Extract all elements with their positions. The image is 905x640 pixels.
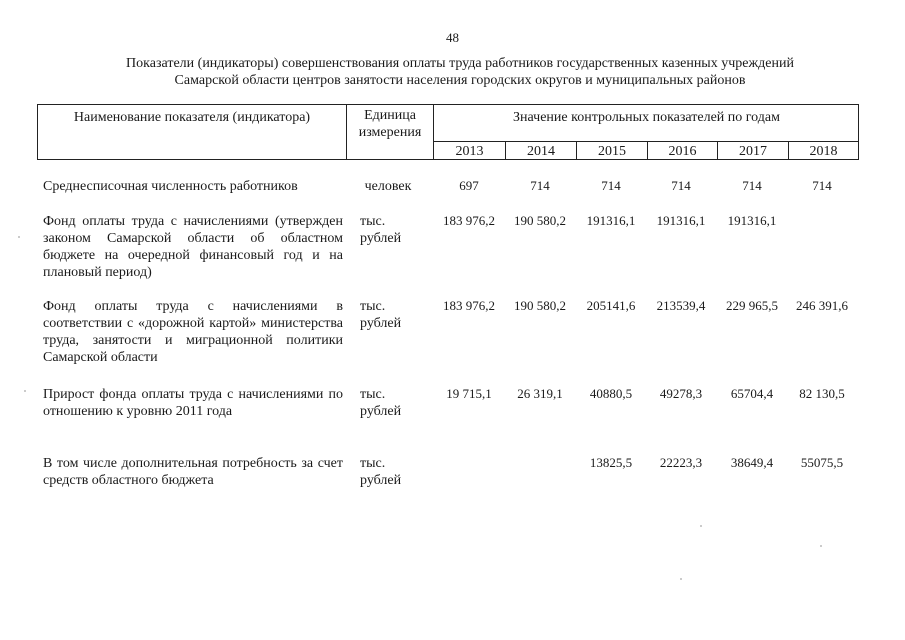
- value-2018: 55075,5: [800, 455, 844, 470]
- value-2017: 191316,1: [727, 213, 777, 228]
- title-line-1: Показатели (индикаторы) совершенствования оплаты труда работников государственных казенных учреждений: [126, 56, 794, 71]
- value-2018: 714: [812, 178, 832, 193]
- value-2015: 714: [601, 178, 621, 193]
- value-2016: 22223,3: [659, 455, 703, 470]
- header-top-border: [37, 104, 859, 105]
- row-unit: тыс. рублей: [360, 456, 402, 488]
- row-name: Среднесписочная численность работников: [43, 179, 298, 194]
- scan-speck: [820, 545, 822, 547]
- value-2015: 40880,5: [589, 386, 633, 401]
- value-2017: 229 965,5: [726, 298, 778, 313]
- page-number: 48: [446, 30, 459, 45]
- grid-v-left: [37, 104, 38, 160]
- value-2016: 714: [671, 178, 691, 193]
- row-unit: тыс. рублей: [360, 214, 402, 246]
- value-2016: 213539,4: [656, 298, 706, 313]
- value-2013: 19 715,1: [446, 386, 492, 401]
- value-2013: 183 976,2: [443, 213, 495, 228]
- row-unit: человек: [364, 179, 412, 194]
- year-2014: 2014: [527, 144, 555, 159]
- year-2016: 2016: [668, 144, 697, 159]
- row-name: Фонд оплаты труда с начислениями в соответствии с «дорожной картой» министерства труда, занятости и миграционной политики Самарской области: [43, 299, 343, 365]
- value-2014: 190 580,2: [514, 213, 566, 228]
- scan-speck: [700, 525, 702, 527]
- value-2015: 205141,6: [586, 298, 636, 313]
- header-unit-line-1: Единица: [364, 108, 416, 123]
- scan-speck: [18, 236, 20, 238]
- value-2017: 65704,4: [730, 386, 774, 401]
- header-values: Значение контрольных показателей по годам: [513, 110, 780, 125]
- year-2017: 2017: [739, 144, 767, 159]
- value-2014: 26 319,1: [517, 386, 563, 401]
- scan-speck: [24, 390, 26, 392]
- row-name: Фонд оплаты труда с начислениями (утвержден законом Самарской области об областном бюджете на очередной финансовый год и на плановый период): [43, 214, 343, 280]
- year-2018: 2018: [809, 144, 838, 159]
- value-2015: 191316,1: [586, 213, 636, 228]
- value-2018: 246 391,6: [796, 298, 848, 313]
- value-2017: 38649,4: [730, 455, 774, 470]
- header-unit-line-2: измерения: [358, 125, 422, 140]
- row-unit: тыс. рублей: [360, 387, 402, 419]
- row-name: Прирост фонда оплаты труда с начислениями по отношению к уровню 2011 года: [43, 387, 343, 419]
- value-2016: 49278,3: [659, 386, 703, 401]
- row-unit: тыс. рублей: [360, 299, 402, 331]
- header-name: Наименование показателя (индикатора): [73, 110, 311, 125]
- value-2017: 714: [742, 178, 762, 193]
- value-2018: 82 130,5: [799, 386, 845, 401]
- value-2013: 697: [459, 178, 479, 193]
- value-2016: 191316,1: [656, 213, 706, 228]
- title-line-2: Самарской области центров занятости населения городских округов и муниципальных районов: [174, 73, 746, 88]
- header-unit: [347, 107, 433, 141]
- year-2013: 2013: [455, 144, 484, 159]
- value-2014: 714: [530, 178, 550, 193]
- value-2015: 13825,5: [589, 455, 633, 470]
- scan-speck: [680, 578, 682, 580]
- row-name: В том числе дополнительная потребность за счет средств областного бюджета: [43, 456, 343, 488]
- year-2015: 2015: [598, 144, 626, 159]
- value-2014: 190 580,2: [514, 298, 566, 313]
- value-2013: 183 976,2: [443, 298, 495, 313]
- years-divider: [433, 141, 859, 142]
- document-title: [60, 55, 860, 89]
